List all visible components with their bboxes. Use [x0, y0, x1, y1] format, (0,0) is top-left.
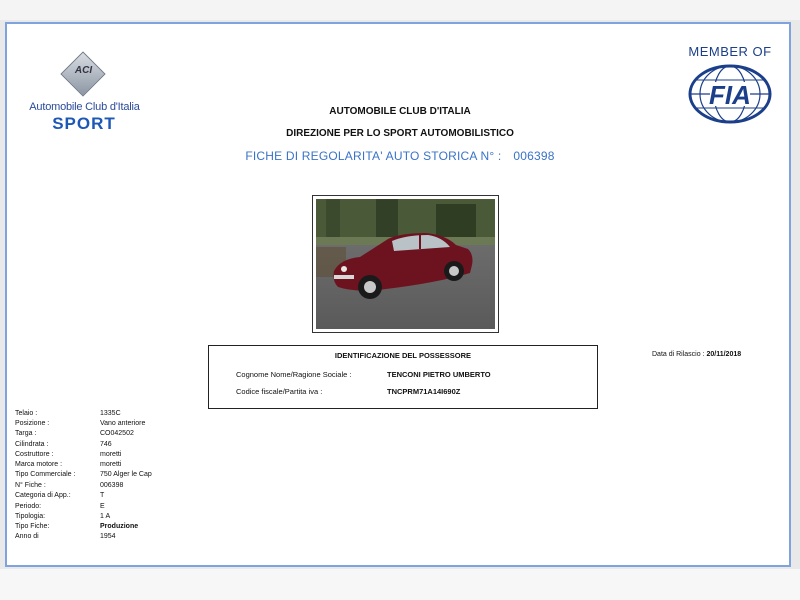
spec-label: Tipo Commerciale : [15, 471, 76, 478]
aci-diamond-text: ACI [74, 65, 93, 76]
spec-value: 1335C [100, 410, 121, 417]
fia-member-logo [680, 44, 780, 139]
top-strip [0, 0, 800, 20]
spec-value: E [100, 503, 105, 510]
spec-row [15, 522, 235, 532]
spec-value: 006398 [100, 482, 124, 489]
header-direction: DIREZIONE PER LO SPORT AUTOMOBILISTICO [286, 128, 514, 139]
bottom-strip [0, 569, 800, 600]
spec-value: 1954 [100, 533, 116, 540]
spec-value: Produzione [100, 523, 139, 530]
spec-row [15, 532, 235, 542]
spec-label: Marca motore : [15, 461, 63, 468]
spec-label: Categoria di App.: [15, 492, 71, 499]
spec-row [15, 502, 235, 512]
release-date-value: 20/11/2018 [706, 351, 742, 358]
spec-row [15, 491, 235, 501]
spec-label: Posizione : [15, 420, 50, 427]
spec-label: Costruttore : [15, 451, 54, 458]
spec-row [15, 512, 235, 522]
fia-member-of: MEMBER OF [688, 44, 772, 59]
owner-box-title: IDENTIFICAZIONE DEL POSSESSORE [334, 351, 472, 360]
spec-value: moretti [100, 451, 122, 458]
aci-sport-wordmark: SPORT [52, 114, 116, 133]
spec-label: Tipologia: [15, 513, 46, 520]
spec-value: 746 [100, 441, 112, 448]
spec-row [15, 409, 235, 419]
fiche-title-line [0, 149, 800, 163]
car-photo [312, 195, 499, 333]
spec-label: Tipo Fiche: [15, 523, 50, 530]
header-club-name: AUTOMOBILE CLUB D'ITALIA [329, 106, 471, 117]
spec-row [15, 460, 235, 470]
spec-label: Targa : [15, 430, 37, 437]
spec-row [15, 470, 235, 480]
spec-label: Anno di [15, 533, 39, 540]
spec-value: 750 Alger le Cap [100, 471, 152, 478]
release-date [652, 351, 741, 358]
spec-label: N° Fiche : [15, 482, 46, 489]
spec-value: Vano anteriore [100, 420, 146, 427]
fia-logo-text: FIA [709, 80, 751, 110]
fiche-number: 006398 [513, 149, 555, 163]
spec-row [15, 450, 235, 460]
spec-label: Periodo: [15, 503, 42, 510]
spec-value: CO042502 [100, 430, 134, 437]
spec-value: moretti [100, 461, 122, 468]
spec-label: Telaio : [15, 410, 38, 417]
car-photo-image [316, 199, 495, 329]
aci-name: Automobile Club d'Italia [29, 101, 140, 113]
spec-value: T [100, 492, 105, 499]
owner-name-value: TENCONI PIETRO UMBERTO [387, 370, 491, 379]
spec-value: 1 A [100, 513, 111, 520]
release-date-label: Data di Rilascio : [652, 351, 705, 358]
owner-identification-box [208, 345, 598, 409]
spec-row [15, 440, 235, 450]
spec-label: Cilindrata : [15, 441, 49, 448]
owner-name-label: Cognome Nome/Ragione Sociale : [236, 370, 352, 379]
spec-row [15, 481, 235, 491]
spec-row [15, 429, 235, 439]
aci-sport-logo [22, 52, 147, 140]
fiche-title: FICHE DI REGOLARITA' AUTO STORICA N° : [245, 149, 502, 163]
owner-tax-value: TNCPRM71A14I690Z [387, 387, 461, 396]
owner-tax-label: Codice fiscale/Partita iva : [236, 387, 323, 396]
spec-row [15, 419, 235, 429]
